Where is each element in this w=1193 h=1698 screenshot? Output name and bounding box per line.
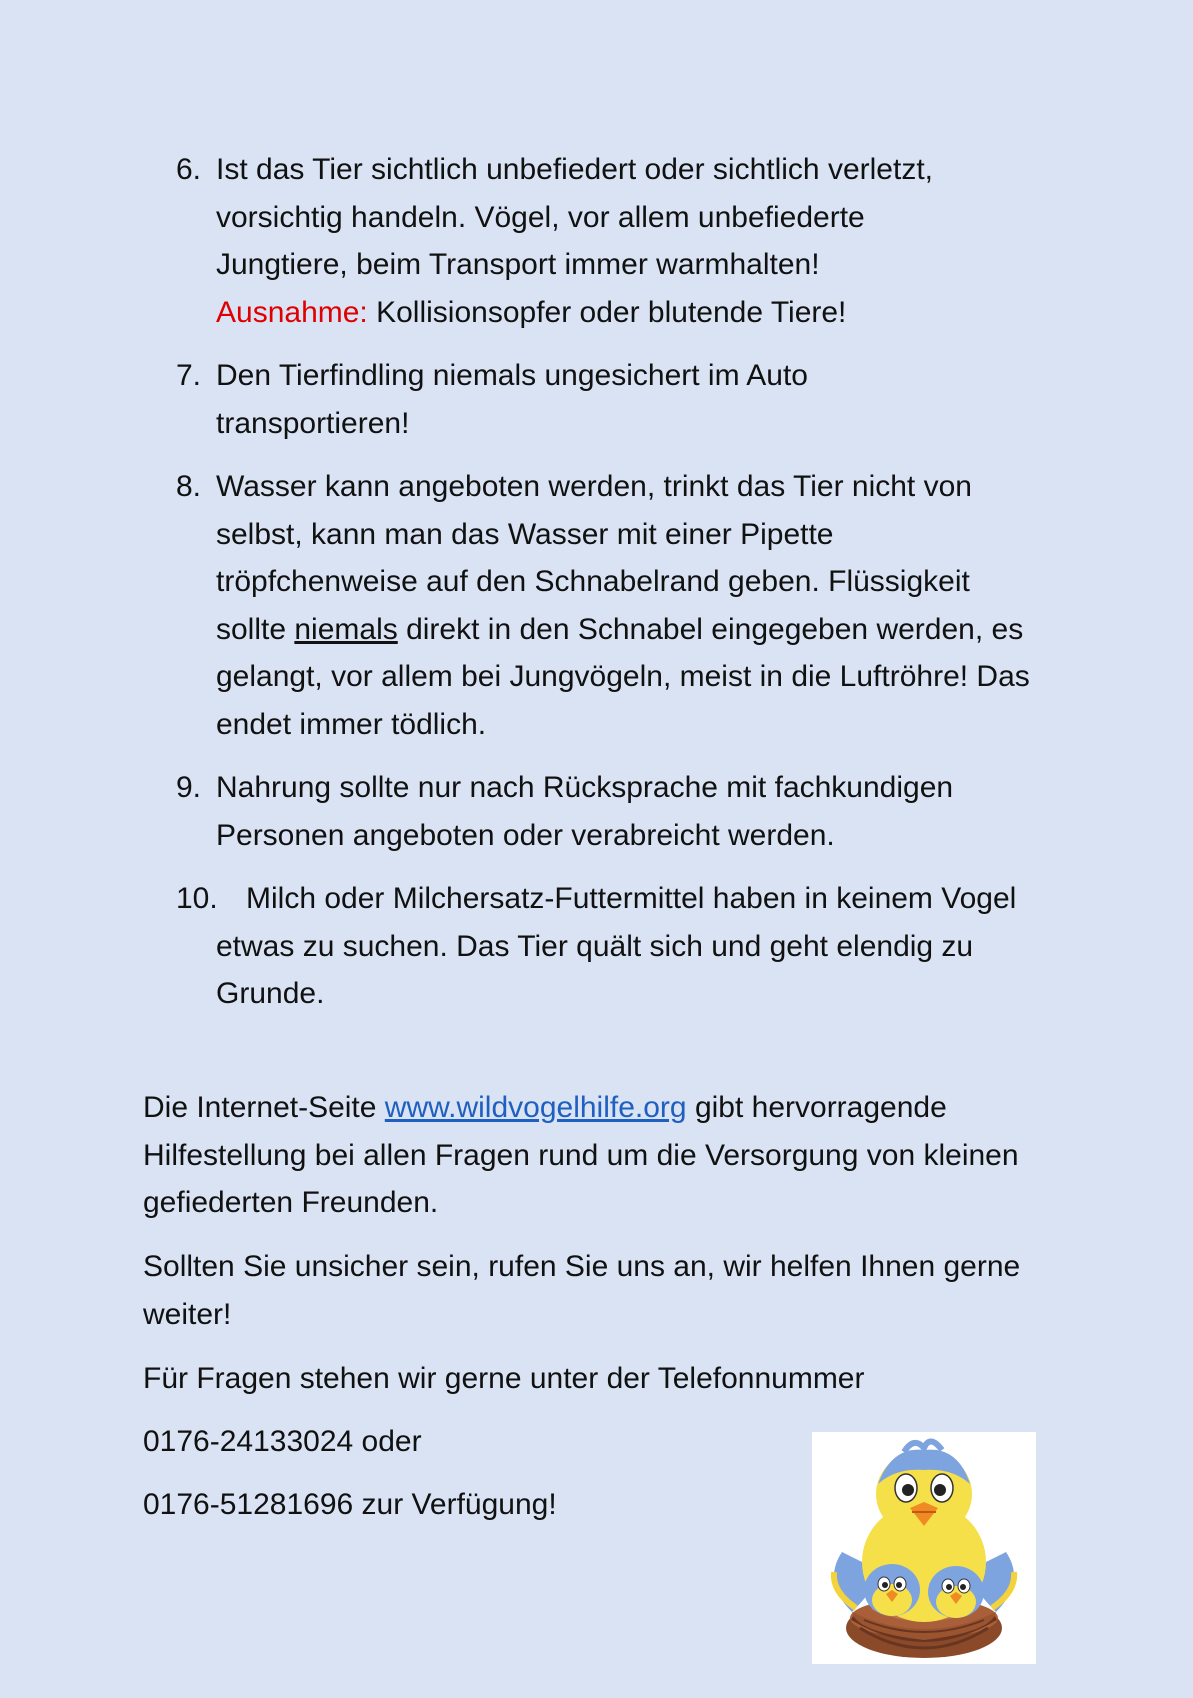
list-text-continued: Kollisionsopfer oder blutende Tiere! (367, 295, 847, 329)
internet-paragraph (143, 1084, 1083, 1227)
list-text: Nahrung sollte nur nach Rücksprache mit fachkundigen Personen angeboten oder verabreicht werden. (216, 771, 954, 852)
exception-highlight: Ausnahme: (216, 295, 368, 329)
bird-nest-icon (812, 1432, 1036, 1664)
list-number: 6. (176, 153, 202, 186)
list-text: Wasser kann angeboten werden, trinkt das Tier nicht von selbst, kann man das Wasser mit einer Pipette tröpfchenweise auf den Schnabelrand geben. Flüssigkeit sollte (216, 470, 972, 646)
phone-number-1: 0176-24133024 oder (143, 1425, 422, 1458)
internet-text: Die Internet-Seite (143, 1091, 385, 1124)
bird-nest-illustration (812, 1432, 1036, 1664)
list-number: 7. (176, 359, 202, 392)
list-text: Milch oder Milchersatz-Futtermittel haben in keinem Vogel etwas zu suchen. Das Tier quält sich und geht elendig zu Grunde. (216, 882, 1017, 1010)
list-text: Ist das Tier sichtlich unbefiedert oder sichtlich verletzt, vorsichtig handeln. Vögel, vor allem unbefiederte Jungtiere, beim Transport immer warmhalten! (216, 153, 933, 281)
instruction-list (176, 146, 1056, 1034)
list-item-6 (176, 146, 956, 336)
unsure-paragraph: Sollten Sie unsicher sein, rufen Sie uns an, wir helfen Ihnen gerne weiter! (143, 1250, 1021, 1331)
list-text-continued: direkt in den Schnabel eingegeben werden, es gelangt, vor allem bei Jungvögeln, meist in die Luftröhre! Das endet immer tödlich. (216, 612, 1030, 741)
wildvogelhilfe-link[interactable]: www.wildvogelhilfe.org (384, 1091, 687, 1124)
list-number: 10. (176, 882, 218, 915)
list-number: 8. (176, 470, 202, 503)
phone-intro: Für Fragen stehen wir gerne unter der Telefonnummer (143, 1362, 865, 1395)
list-number: 9. (176, 771, 202, 804)
emphasis-underlined: niemals (294, 612, 398, 646)
list-item-7 (176, 352, 856, 447)
list-item-9 (176, 764, 1036, 859)
phone-number-2: 0176-51281696 zur Verfügung! (143, 1488, 557, 1521)
list-item-10 (176, 875, 1036, 1018)
internet-text-continued: gibt hervorragende Hilfestellung bei allen Fragen rund um die Versorgung von kleinen gefiederten Freunden. (143, 1091, 1019, 1219)
list-item-8 (176, 463, 1036, 748)
list-text: Den Tierfindling niemals ungesichert im Auto transportieren! (216, 359, 808, 440)
